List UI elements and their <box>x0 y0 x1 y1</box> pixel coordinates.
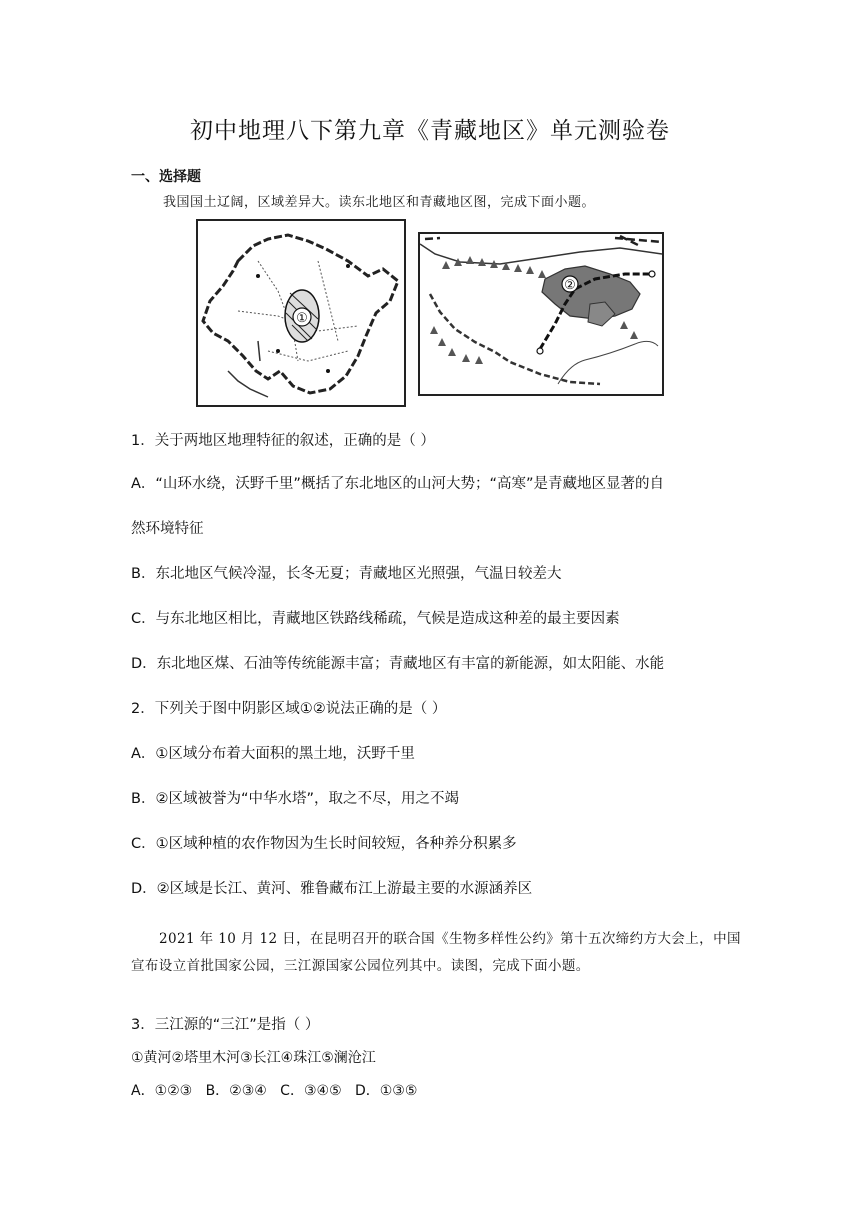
question-2-option-a: A．①区域分布着大面积的黑土地，沃野千里 <box>131 746 415 762</box>
qinghai-tibet-map <box>418 232 664 396</box>
intro-paragraph-2: 2021 年 10 月 12 日，在昆明召开的联合国《生物多样性公约》第十五次缔约方大会上，中国宣布设立首批国家公园，三江源国家公园位列其中。读图，完成下面小题。 <box>131 931 741 974</box>
question-1-option-b: B．东北地区气候冷湿，长冬无夏；青藏地区光照强，气温日较差大 <box>131 566 562 582</box>
question-3-choices: ①黄河②塔里木河③长江④珠江⑤澜沧江 <box>131 1050 376 1066</box>
question-2-option-c: C．①区域种植的农作物因为生长时间较短，各种养分积累多 <box>131 836 517 852</box>
question-2-option-b: B．②区域被誉为“中华水塔”，取之不尽，用之不竭 <box>131 791 459 807</box>
map-label-2: ② <box>564 278 576 293</box>
question-1-option-d: D．东北地区煤、石油等传统能源丰富；青藏地区有丰富的新能源，如太阳能、水能 <box>131 656 665 672</box>
question-1-option-a-cont: 然环境特征 <box>131 521 204 537</box>
section-heading: 一、选择题 <box>131 169 201 185</box>
map-label-1: ① <box>296 311 308 326</box>
question-3-options: A．①②③ B．②③④ C．③④⑤ D．①③⑤ <box>131 1083 418 1099</box>
question-2-option-d: D．②区域是长江、黄河、雅鲁藏布江上游最主要的水源涵养区 <box>131 881 533 897</box>
question-1-stem: 1．关于两地区地理特征的叙述，正确的是（ ） <box>131 433 435 449</box>
northeast-map <box>196 219 406 407</box>
intro-text: 我国国土辽阔，区域差异大。读东北地区和青藏地区图，完成下面小题。 <box>163 195 596 210</box>
question-1-option-a: A．“山环水绕，沃野千里”概括了东北地区的山河大势；“高寒”是青藏地区显著的自 <box>131 476 664 492</box>
page-title: 初中地理八下第九章《青藏地区》单元测验卷 <box>190 118 670 144</box>
question-2-stem: 2．下列关于图中阴影区域①②说法正确的是（ ） <box>131 701 447 717</box>
question-1-option-c: C．与东北地区相比，青藏地区铁路线稀疏，气候是造成这种差的最主要因素 <box>131 611 620 627</box>
question-3-stem: 3．三江源的“三江”是指（ ） <box>131 1017 320 1033</box>
